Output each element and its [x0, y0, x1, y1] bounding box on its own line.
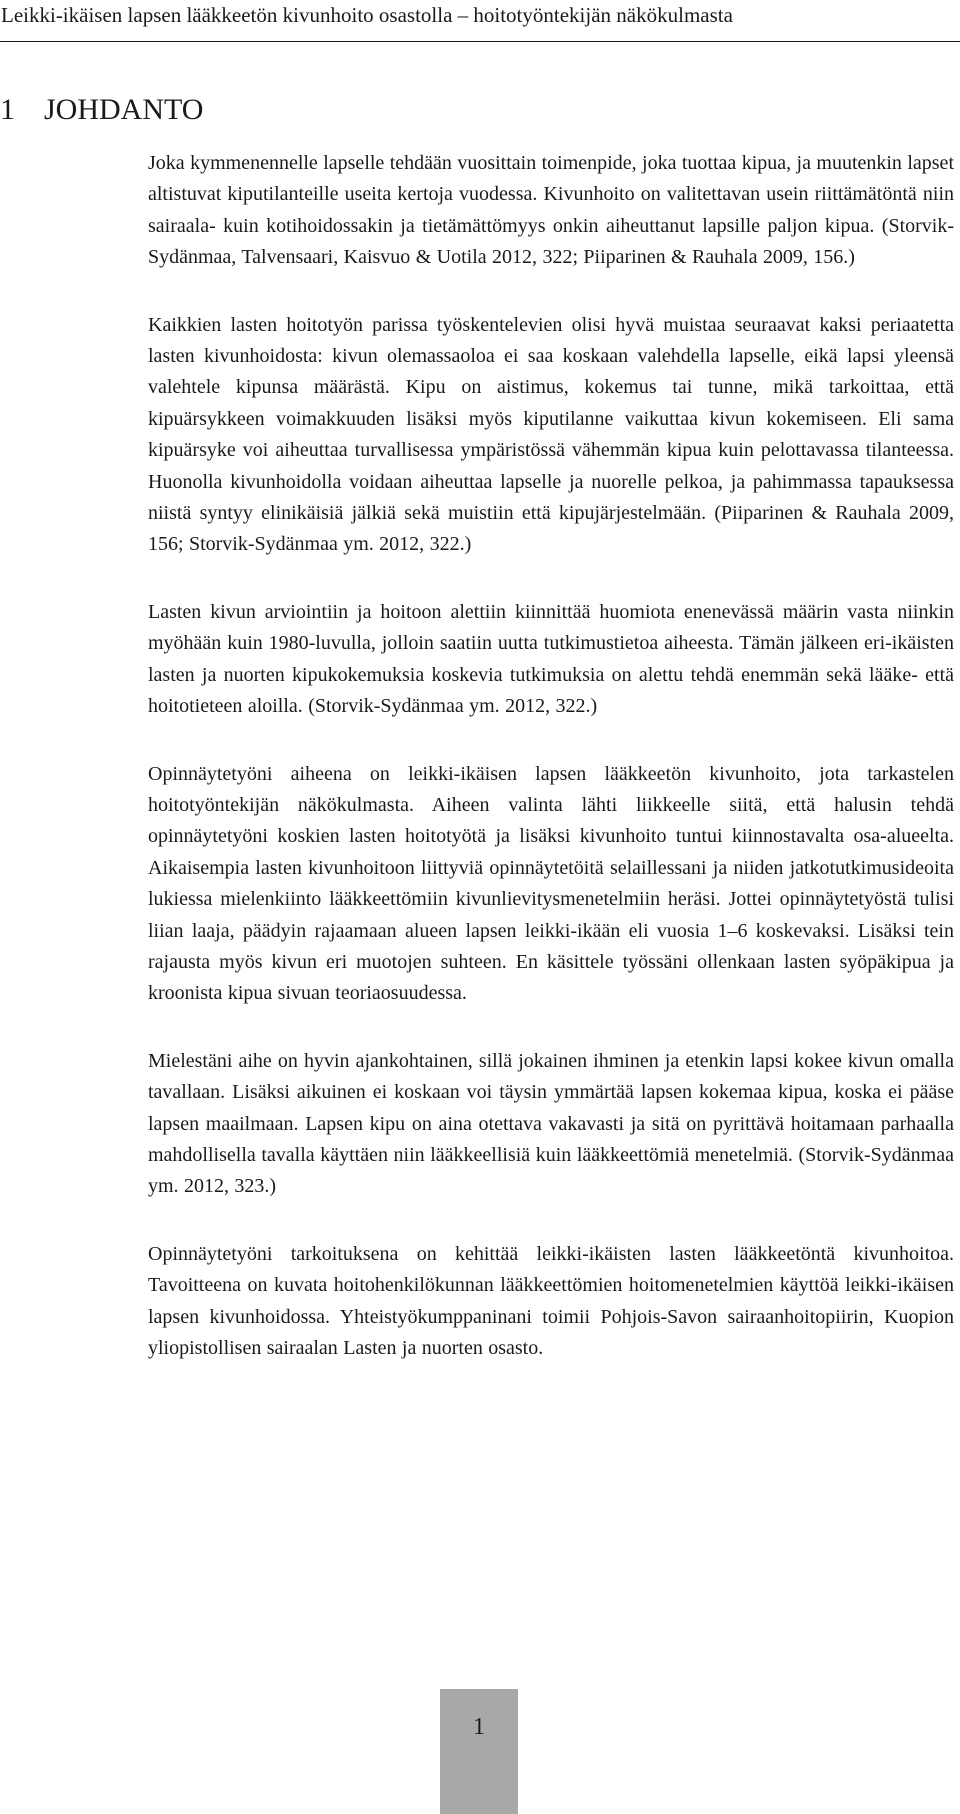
paragraph: Opinnäytetyöni aiheena on leikki-ikäisen lapsen lääkkeetön kivunhoito, jota tarkastelen hoitotyöntekijän näkökulmasta. Aiheen valinta lähti liikkeelle siitä, että halusin tehdä opinnäytetyöni koskien lasten hoitotyötä ja lisäksi kivunhoito tuntui kiinnostavalta osa-alueelta. Aikaisempia lasten kivunhoitoon liittyviä opinnäytetöitä selaillessani ja niiden jatkotutkimusideoita lukiessa mielenkiinto lääkkeettömiin kivunlievitysmenetelmiin heräsi. Jottei opinnäytetyöstä tulisi liian laaja, päädyin rajaamaan alueen lapsen leikki-ikään eli vuosia 1–6 koskevaksi. Lisäksi tein rajausta myös kivun eri muotojen suhteen. En käsittele työssäni ollenkaan lasten syöpäkipua ja kroonista kipua sivuan teoriaosuudessa. [148, 762, 954, 1005]
paragraph: Kaikkien lasten hoitotyön parissa työskentelevien olisi hyvä muistaa seuraavat kaksi periaatetta lasten kivunhoidosta: kivun olemassaoloa ei saa koskaan valehdella lapselle, eikä lapsi yleensä valehtele kipunsa määrästä. Kipu on aistimus, kokemus tai tunne, mikä tarkoittaa, että kipuärsykkeen voimakkuuden lisäksi myös kiputilanne vaikuttaa kivun kokemiseen. Eli sama kipuärsyke voi aiheuttaa turvallisessa ympäristössä vähemmän kipua kuin pelottavassa tilanteessa. Huonolla kivunhoidolla voidaan aiheuttaa lapselle ja nuorelle pelkoa, ja pahimmassa tapauksessa niistä syntyy elinikäisiä jälkiä sekä muistiin että kipujärjestelmään. (Piiparinen & Rauhala 2009, 156; Storvik-Sydänmaa ym. 2012, 322.) [148, 313, 954, 556]
paragraph: Opinnäytetyöni tarkoituksena on kehittää leikki-ikäisten lasten lääkkeetöntä kivunhoitoa. Tavoitteena on kuvata hoitohenkilökunnan lääkkeettömien hoitomenetelmien käyttöä leikki-ikäisen lapsen kivunhoidossa. Yhteistyökumppaninani toimii Pohjois-Savon sairaanhoitopiirin, Kuopion yliopistollisen sairaalan Lasten ja nuorten osasto. [148, 1242, 954, 1359]
page-footer [440, 1689, 518, 1814]
paragraph: Lasten kivun arviointiin ja hoitoon alettiin kiinnittää huomiota enenevässä määrin vasta niinkin myöhään kuin 1980-luvulla, jolloin saatiin uutta tutkimustietoa aiheesta. Tämän jälkeen eri-ikäisten lasten ja nuorten kipukokemuksia koskevia tutkimuksia on alettu tehdä enemmän sekä lääke- että hoitotieteen aloilla. (Storvik-Sydänmaa ym. 2012, 322.) [148, 600, 954, 718]
paragraph: Joka kymmenennelle lapselle tehdään vuosittain toimenpide, joka tuottaa kipua, ja muutenkin lapset altistuvat kiputilanteille useita kertoja vuodessa. Kivunhoito on valitettavan usein riittämätöntä niin sairaala- kuin kotihoidossakin ja tietämättömyys onkin aiheuttanut lapsille paljon kipua. (Storvik-Sydänmaa, Talvensaari, Kaisvuo & Uotila 2012, 322; Piiparinen & Rauhala 2009, 156.) [148, 152, 954, 269]
paragraph: Mielestäni aihe on hyvin ajankohtainen, sillä jokainen ihminen ja etenkin lapsi kokee kivun omalla tavallaan. Lisäksi aikuinen ei koskaan voi täysin ymmärtää lapsen kokemaa kipua, koska ei pääse lapsen maailmaan. Lapsen kipu on aina otettava vakavasti ja sitä on pyrittävä hoitamaan parhaalla mahdollisella tavalla käyttäen niin lääkkeellisiä kuin lääkkeettömiä menetelmiä. (Storvik-Sydänmaa ym. 2012, 323.) [148, 1049, 954, 1198]
chapter-number: 1 [0, 93, 15, 126]
chapter-heading [0, 92, 203, 128]
chapter-title: JOHDANTO [44, 93, 204, 126]
body-text [148, 148, 954, 1400]
header-divider [0, 41, 960, 42]
running-header: Leikki-ikäisen lapsen lääkkeetön kivunhoito osastolla – hoitotyöntekijän näkökulmasta [1, 3, 733, 27]
page-number: 1 [473, 1714, 485, 1740]
